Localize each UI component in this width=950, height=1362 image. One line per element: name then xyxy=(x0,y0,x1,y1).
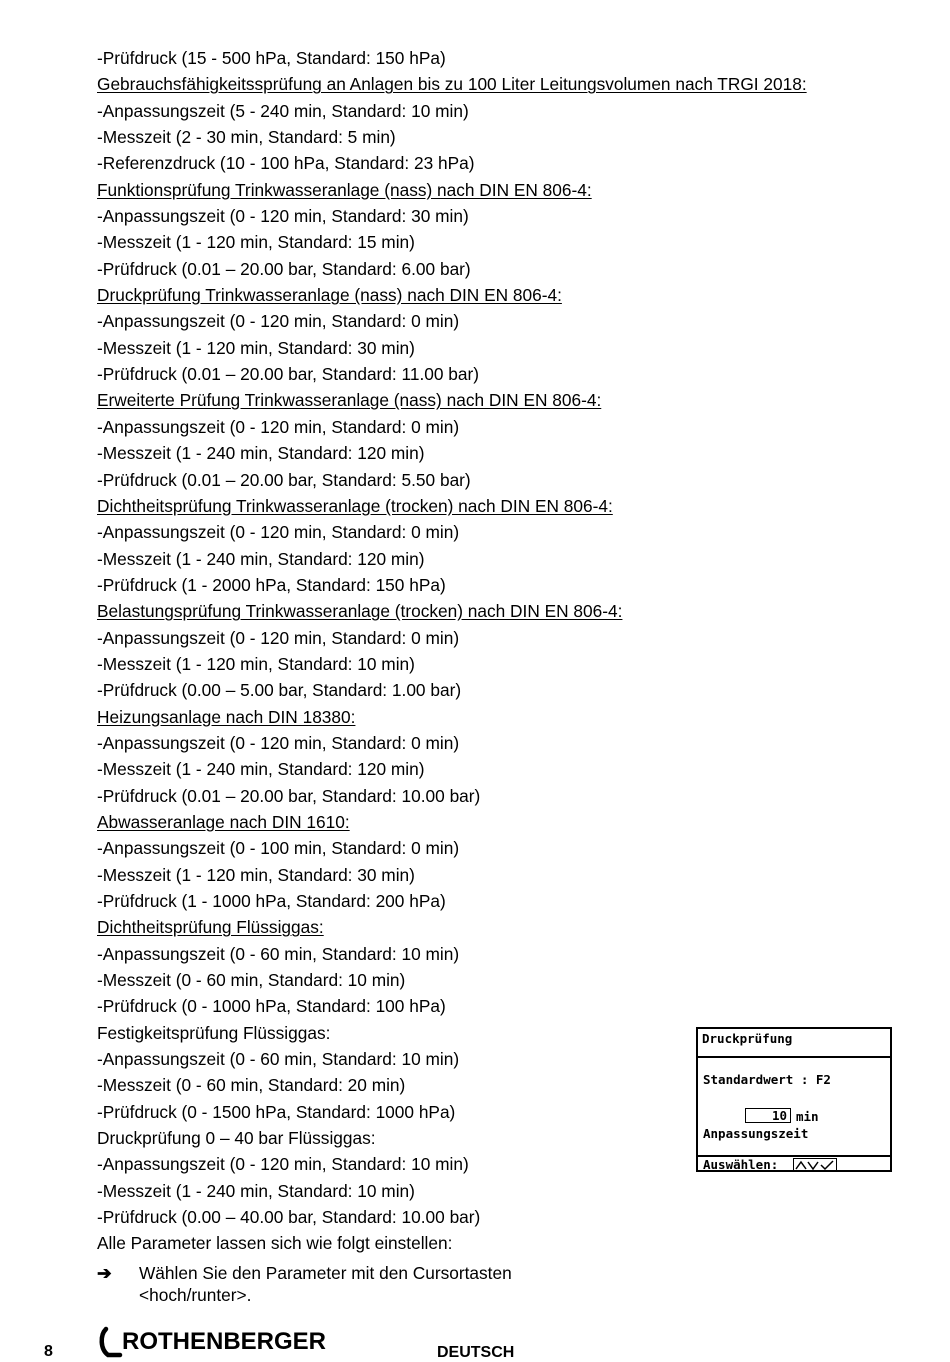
standard-value-label: Standardwert : F2 xyxy=(703,1072,831,1087)
language-label: DEUTSCH xyxy=(437,1344,515,1361)
parameter-line: -Referenzdruck (10 - 100 hPa, Standard: 23 hPa) xyxy=(97,153,475,174)
section-heading: Funktionsprüfung Trinkwasseranlage (nass) nach DIN EN 806-4: xyxy=(97,179,592,200)
display-title: Druckprüfung xyxy=(702,1031,793,1046)
parameter-line: -Anpassungszeit (0 - 120 min, Standard: 0 min) xyxy=(97,627,460,648)
parameter-line: -Prüfdruck (0.00 – 5.00 bar, Standard: 1.00 bar) xyxy=(97,680,462,701)
parameter-line: -Messzeit (1 - 240 min, Standard: 120 min) xyxy=(97,443,425,464)
parameter-line: -Prüfdruck (0.01 – 20.00 bar, Standard: 6.00 bar) xyxy=(97,258,471,279)
value-unit: min xyxy=(796,1109,819,1124)
parameter-line: Alle Parameter lassen sich wie folgt einstellen: xyxy=(97,1233,453,1254)
parameter-line: -Anpassungszeit (0 - 120 min, Standard: 10 min) xyxy=(97,1154,469,1175)
parameter-line: -Prüfdruck (0.00 – 40.00 bar, Standard: 10.00 bar) xyxy=(97,1207,481,1228)
instruction xyxy=(97,1262,597,1306)
parameter-line: -Prüfdruck (0 - 1500 hPa, Standard: 1000 hPa) xyxy=(97,1101,456,1122)
parameter-line: -Messzeit (0 - 60 min, Standard: 20 min) xyxy=(97,1075,406,1096)
parameter-line: -Anpassungszeit (0 - 120 min, Standard: 0 min) xyxy=(97,311,460,332)
up-down-ok-keys-icon xyxy=(793,1158,837,1172)
page-footer xyxy=(0,1325,950,1362)
parameter-line: -Prüfdruck (0.01 – 20.00 bar, Standard: 10.00 bar) xyxy=(97,785,481,806)
parameter-line: -Messzeit (2 - 30 min, Standard: 5 min) xyxy=(97,127,396,148)
parameter-name: Anpassungszeit xyxy=(703,1126,809,1141)
section-heading: Druckprüfung Trinkwasseranlage (nass) nach DIN EN 806-4: xyxy=(97,285,562,306)
device-display xyxy=(696,1027,892,1172)
parameter-line: -Messzeit (1 - 240 min, Standard: 120 min) xyxy=(97,548,425,569)
parameter-line: -Anpassungszeit (0 - 120 min, Standard: 30 min) xyxy=(97,206,469,227)
parameter-line: Festigkeitsprüfung Flüssiggas: xyxy=(97,1022,331,1043)
section-heading: Heizungsanlage nach DIN 18380: xyxy=(97,706,356,727)
parameter-line: -Anpassungszeit (0 - 60 min, Standard: 10 min) xyxy=(97,1049,460,1070)
parameter-line: -Messzeit (1 - 240 min, Standard: 120 min) xyxy=(97,759,425,780)
rothenberger-logo xyxy=(98,1325,348,1359)
section-heading: Belastungsprüfung Trinkwasseranlage (trocken) nach DIN EN 806-4: xyxy=(97,601,623,622)
parameter-line: -Messzeit (1 - 120 min, Standard: 10 min) xyxy=(97,653,415,674)
parameter-line: -Prüfdruck (0 - 1000 hPa, Standard: 100 hPa) xyxy=(97,996,446,1017)
arrow-right-icon: ➔ xyxy=(97,1263,112,1283)
svg-text:ROTHENBERGER: ROTHENBERGER xyxy=(122,1328,327,1355)
select-label: Auswählen: xyxy=(703,1157,779,1172)
parameter-line: -Prüfdruck (0.01 – 20.00 bar, Standard: 11.00 bar) xyxy=(97,364,480,385)
section-heading: Abwasseranlage nach DIN 1610: xyxy=(97,811,350,832)
section-heading: Dichtheitsprüfung Trinkwasseranlage (trocken) nach DIN EN 806-4: xyxy=(97,495,613,516)
parameter-line: -Prüfdruck (0.01 – 20.00 bar, Standard: 5.50 bar) xyxy=(97,469,471,490)
parameter-line: -Prüfdruck (1 - 1000 hPa, Standard: 200 hPa) xyxy=(97,891,446,911)
section-heading: Erweiterte Prüfung Trinkwasseranlage (nass) nach DIN EN 806-4: xyxy=(97,390,602,411)
display-divider xyxy=(698,1056,890,1058)
parameter-line: -Messzeit (1 - 240 min, Standard: 10 min) xyxy=(97,1180,415,1201)
parameter-line: Druckprüfung 0 – 40 bar Flüssiggas: xyxy=(97,1128,376,1149)
parameter-line: -Anpassungszeit (5 - 240 min, Standard: 10 min) xyxy=(97,100,469,121)
parameter-line: -Anpassungszeit (0 - 120 min, Standard: 0 min) xyxy=(97,416,460,437)
parameter-line: -Messzeit (0 - 60 min, Standard: 10 min) xyxy=(97,970,406,991)
parameter-line: -Messzeit (1 - 120 min, Standard: 30 min) xyxy=(97,337,415,358)
parameter-line: -Anpassungszeit (0 - 60 min, Standard: 10 min) xyxy=(97,943,460,964)
parameter-line: -Anpassungszeit (0 - 100 min, Standard: 0 min) xyxy=(97,838,460,859)
parameter-line: -Anpassungszeit (0 - 120 min, Standard: 0 min) xyxy=(97,522,460,543)
section-heading: Dichtheitsprüfung Flüssiggas: xyxy=(97,917,324,938)
parameter-line: -Messzeit (1 - 120 min, Standard: 30 min) xyxy=(97,864,415,885)
parameter-line: -Anpassungszeit (0 - 120 min, Standard: 0 min) xyxy=(97,732,460,753)
parameter-line: -Messzeit (1 - 120 min, Standard: 15 min) xyxy=(97,232,415,253)
page-number: 8 xyxy=(44,1343,53,1360)
value-field: 10 xyxy=(745,1108,791,1123)
parameter-line: -Prüfdruck (15 - 500 hPa, Standard: 150 hPa) xyxy=(97,48,446,68)
section-heading: Gebrauchsfähigkeitssprüfung an Anlagen bis zu 100 Liter Leitungsvolumen nach TRGI 2018: xyxy=(97,74,807,95)
parameter-line: -Prüfdruck (1 - 2000 hPa, Standard: 150 hPa) xyxy=(97,574,446,595)
instruction-text: Wählen Sie den Parameter mit den Cursortasten <hoch/runter>. xyxy=(139,1263,512,1305)
